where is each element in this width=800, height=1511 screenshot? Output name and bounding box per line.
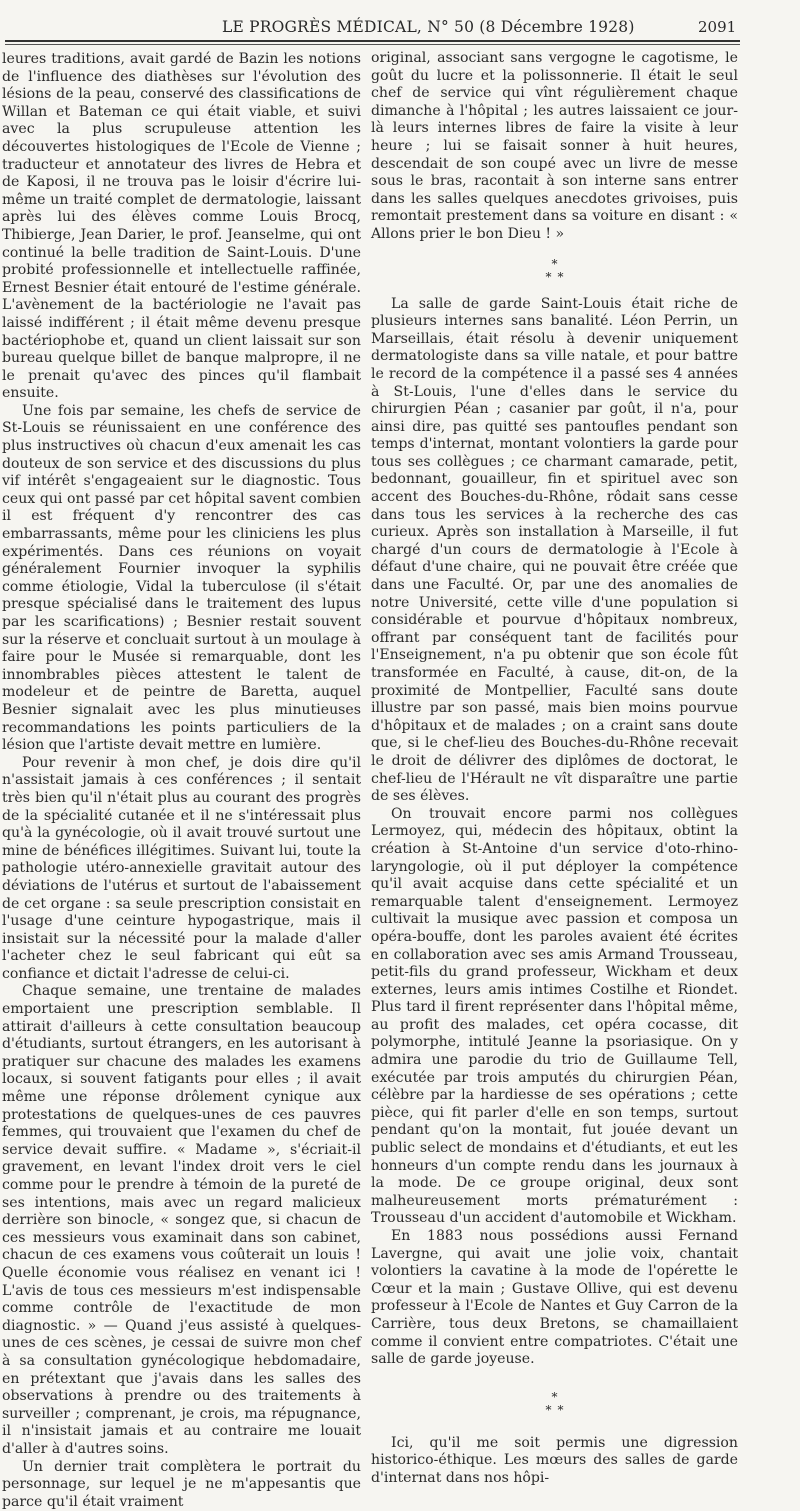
paragraph: Pour revenir à mon chef, je dois dire qu'il n'assistait jamais à ces conférences ; il sentait très bien qu'il n'était plus au courant des progrès de la spécialité cutanée et il ne s'intéressait plus qu'à la gynécologie, où il avait trouvé surtout une mine de bénéfices illégitimes. Suivant lui, toute la pathologie utéro-annexielle gravitait autour des déviations de l'utérus et surtout de l'abaissement de cet organe : sa seule prescription consistait en l'usage d'une ceinture hypogastrique, mais il insistait sur la nécessité pour la malade d'aller l'acheter chez le seul fabricant qui eût sa confiance et dictait l'adresse de celui-ci. (2, 755, 361, 984)
paragraph: Ici, qu'il me soit permis une digression historico-éthique. Les mœurs des salles de garde d'internat dans nos hôpi- (371, 1435, 738, 1488)
right-column (371, 50, 738, 1080)
page-number: 2091 (698, 18, 736, 36)
section-separator-asterism (371, 258, 738, 284)
section-separator-asterism (371, 1391, 738, 1417)
paragraph: On trouvait encore parmi nos collègues Lermoyez, qui, médecin des hôpitaux, obtint la création à St-Antoine d'un service d'oto-rhino-laryngologie, où il put déployer la compétence qu'il avait acquise dans cette spécialité et un remarquable talent d'enseignement. Lermoyez cultivait la musique avec passion et composa un opéra-bouffe, dont les paroles avaient été écrites en collaboration avec ses amis Armand Trousseau, petit-fils du grand professeur, Wickham et deux externes, leurs amis intimes Costilhe et Riondet. Plus tard il firent représenter dans l'hôpital même, au profit des malades, cet opéra cocasse, dit polymorphe, intitulé Jeanne la psoriasique. On y admira une parodie du trio de Guillaume Tell, exécutée par trois amputés du chirurgien Péan, célèbre par la hardiesse de ses opérations ; cette pièce, qui fit parler d'elle en son temps, surtout pendant qu'on la montait, fut jouée devant un public select de mondains et d'étudiants, et eut les honneurs d'un compte rendu dans les journaux à la mode. De ce groupe original, deux sont malheureusement morts prématurément : Trousseau d'un accident d'automobile et Wickham. (371, 806, 738, 1228)
header-rule-thin (5, 44, 740, 45)
asterism-top: * (371, 258, 738, 271)
paragraph: Chaque semaine, une trentaine de malades emportaient une prescription semblable. Il attirait d'ailleurs à cette consultation beaucoup d'étudiants, surtout étrangers, en les autorisant à pratiquer sur chacune des malades les examens locaux, si souvent fatigants pour elles ; il avait même une réponse drôlement cynique aux protestations de quelques-unes de ces pauvres femmes, qui trouvaient que l'examen du chef de service devait suffire. « Madame », s'écriait-il gravement, en levant l'index droit vers le ciel comme pour le prendre à témoin de la pureté de ses intentions, mais avec un regard malicieux derrière son binocle, « songez que, si chacun de ces messieurs vous examinait dans son cabinet, chacun de ces examens vous coûterait un louis ! Quelle économie vous réalisez en venant ici ! L'avis de tous ces messieurs m'est indispensable comme contrôle de l'exactitude de mon diagnostic. » — Quand j'eus assisté à quelques-unes de ces scènes, je cessai de suivre mon chef à sa consultation gynécologique hebdomadaire, en prétextant que j'avais dans les salles des observations à prendre ou des traitements à surveiller ; comprenant, je crois, ma répugnance, il n'insistait jamais et au contraire me louait d'aller à d'autres soins. (2, 983, 361, 1458)
paragraph: original, associant sans vergogne le cagotisme, le goût du lucre et la polissonnerie. Il était le seul chef de service qui vînt régulièrement chaque dimanche à l'hôpital ; les autres laissaient ce jour-là leurs internes libres de faire la visite à leur heure ; lui se faisait sonner à huit heures, descendait de son coupé avec un livre de messe sous le bras, racontait à son interne sans entrer dans les salles quelques anecdotes grivoises, puis remontait prestement dans sa voiture en disant : « Allons prier le bon Dieu ! » (371, 50, 738, 244)
asterism-bottom: ** (377, 1404, 738, 1417)
journal-title: LE PROGRÈS MÉDICAL, N° 50 (8 Décembre 1928) (222, 18, 635, 36)
asterism-top: * (371, 1391, 738, 1404)
paragraph: Une fois par semaine, les chefs de service de St-Louis se réunissaient en une conférence des plus instructives où chacun d'eux amenait les cas douteux de son service et des discussions du plus vif intérêt s'engageaient sur le diagnostic. Tous ceux qui ont passé par cet hôpital savent combien il est fréquent d'y rencontrer des cas embarrassants, même pour les cliniciens les plus expérimentés. Dans ces réunions on voyait généralement Fournier invoquer la syphilis comme étiologie, Vidal la tuberculose (il s'était presque spécialisé dans le traitement des lupus par les scarifications) ; Besnier restait souvent sur la réserve et concluait surtout à un moulage à faire pour le Musée si remarquable, dont les innombrables pièces attestent le talent de modeleur et de peintre de Baretta, auquel Besnier signalait avec les plus minutieuses recommandations les points particuliers de la lésion que l'artiste devait mettre en lumière. (2, 403, 361, 755)
running-header (0, 18, 800, 40)
paragraph: En 1883 nous possédions aussi Fernand Lavergne, qui avait une jolie voix, chantait volontiers la cavatine à la mode de l'opérette le Cœur et la main ; Gustave Ollive, qui est devenu professeur à l'Ecole de Nantes et Guy Carron de la Carrière, tous deux Bretons, se chamaillaient comme il convient entre compatriotes. C'était une salle de garde joyeuse. (371, 1228, 738, 1369)
asterism-bottom: ** (377, 271, 738, 284)
left-column (2, 51, 361, 1081)
paragraph: La salle de garde Saint-Louis était riche de plusieurs internes sans banalité. Léon Perrin, un Marseillais, était résolu à devenir uniquement dermatologiste dans sa ville natale, et pour battre le record de la compétence il a passé ses 4 années à St-Louis, l'une d'elles dans le service du chirurgien Péan ; casanier par goût, il n'a, pour ainsi dire, pas quitté ses pantoufles pendant son temps d'internat, montant volontiers la garde pour tous ses collègues ; ce charmant camarade, petit, bedonnant, gouailleur, fin et spirituel avec son accent des Bouches-du-Rhône, rôdait sans cesse dans tous les services à la recherche des cas curieux. Après son installation à Marseille, il fut chargé d'un cours de dermatologie à l'Ecole à défaut d'une chaire, qui ne pouvait être créée que dans une Faculté. Or, par une des anomalies de notre Université, cette ville d'une population si considérable et pourvue d'hôpitaux nombreux, offrant par conséquent tant de facilités pour l'Enseignement, n'a pu obtenir que son école fût transformée en Faculté, à cause, dit-on, de la proximité de Montpellier, Faculté sans doute illustre par son passé, mais bien moins pourvue d'hôpitaux et de malades ; on a craint sans doute que, si le chef-lieu des Bouches-du-Rhône recevait le droit de délivrer des diplômes de doctorat, le chef-lieu de l'Hérault ne vît disparaître une partie de ses élèves. (371, 296, 738, 806)
header-rule-thick (5, 40, 740, 42)
paragraph: Un dernier trait complètera le portrait du personnage, sur lequel je ne m'appesantis que parce qu'il était vraiment (2, 1459, 361, 1511)
paragraph: leures traditions, avait gardé de Bazin les notions de l'influence des diathèses sur l'évolution des lésions de la peau, conservé des classifications de Willan et Bateman ce qui était viable, et suivi avec la plus scrupuleuse attention les découvertes histologiques de l'Ecole de Vienne ; traducteur et annotateur des livres de Hebra et de Kaposi, il ne trouva pas le loisir d'écrire lui-même un traité complet de dermatologie, laissant après lui des élèves comme Louis Brocq, Thibierge, Jean Darier, le prof. Jeanselme, qui ont continué la belle tradition de Saint-Louis. D'une probité professionnelle et intellectuelle raffinée, Ernest Besnier était entouré de l'estime générale. L'avènement de la bactériologie ne l'avait pas laissé indifférent ; il était même devenu presque bactériophobe et, quand un client laissait sur son bureau quelque billet de banque malpropre, il ne le prenait qu'avec des pinces qu'il flambait ensuite. (2, 51, 361, 403)
